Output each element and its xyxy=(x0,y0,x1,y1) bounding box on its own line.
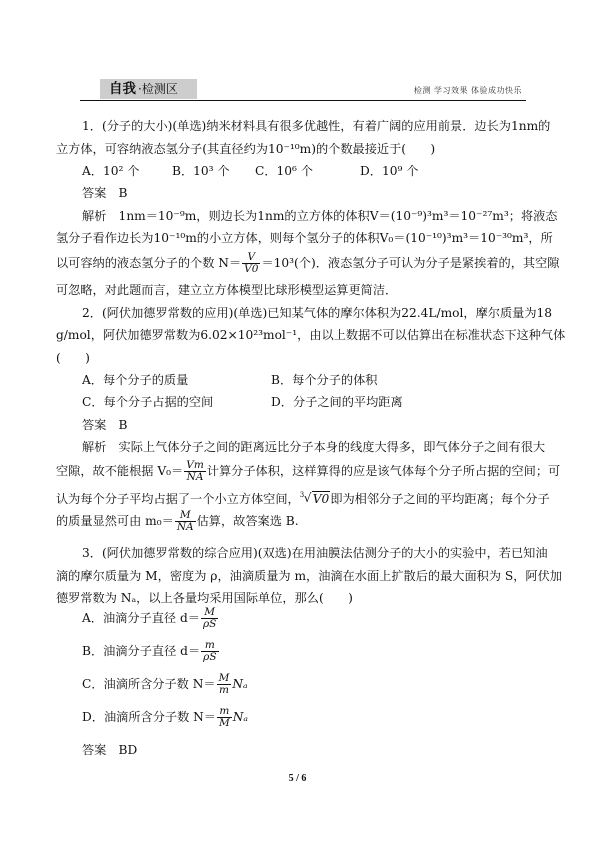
q3-option-c-fraction xyxy=(217,673,232,696)
q3-option-a-num: M xyxy=(201,607,218,619)
q1-exp3-text-b: ＝10³(个)．液态氢分子可认为分子是紧挨着的，其空隙 xyxy=(261,256,560,270)
q2-explanation-line2 xyxy=(56,460,560,483)
section-tab-sub: ·检测区 xyxy=(138,82,178,96)
q1-option-c: C．10⁶ 个 xyxy=(255,164,313,178)
q1-fraction-num: V xyxy=(242,252,260,264)
q1-explanation-line4: 可忽略，对此题而言，建立立方体模型比球形模型运算更简洁． xyxy=(56,283,398,297)
q2-explanation-line1: 解析 实际上气体分子之间的距离远比分子本身的线度大得多，即气体分子之间有很大 xyxy=(82,440,546,454)
q3-option-b-text: B．油滴分子直径 d＝ xyxy=(82,644,201,658)
q3-stem-line2: 滴的摩尔质量为 M，密度为 ρ，油滴质量为 m，油滴在水面上扩散后的最大面积为 S，阿伏加 xyxy=(56,569,562,583)
q2-fraction-m xyxy=(175,510,196,533)
q2-explanation-line4 xyxy=(56,510,299,533)
q3-option-b-den: ρS xyxy=(203,651,217,663)
q2-option-b: B．每个分子的体积 xyxy=(271,373,378,387)
q3-option-c-text: C．油滴所含分子数 N＝ xyxy=(82,677,216,691)
q3-stem-line1: 3．(阿伏加德罗常数的综合应用)(双选)在用油膜法估测分子的大小的实验中，若已知油 xyxy=(82,546,548,560)
q2-answer: 答案 B xyxy=(82,418,128,432)
q2-stem-line2: g/mol，阿伏加德罗常数为6.02×10²³mol⁻¹，由以上数据不可以估算出在标准状态下这种气体 xyxy=(56,328,566,342)
q3-option-a-fraction xyxy=(201,607,218,630)
q3-option-a xyxy=(82,607,219,630)
q2-root-radicand: V0 xyxy=(312,492,330,506)
q3-option-b xyxy=(82,640,220,663)
q3-stem-line3: 德罗常数为 Nₐ，以上各量均采用国际单位，那么( ) xyxy=(56,591,353,605)
cube-root-symbol: 3 √ V0 xyxy=(299,491,330,506)
q3-option-c xyxy=(82,673,248,696)
q2-fraction-m-num: M xyxy=(175,510,196,522)
q2-exp3-text-a: 认为每个分子平均占据了一个小立方体空间， xyxy=(56,492,300,506)
section-tab-main: 自我 xyxy=(109,81,136,97)
q3-answer: 答案 BD xyxy=(82,743,138,757)
q1-option-a: A．10² 个 xyxy=(82,164,140,178)
q3-option-d-num: m xyxy=(217,706,232,718)
header-divider xyxy=(80,100,526,101)
q1-explanation-line2: 氢分子看作边长为10⁻¹⁰m的小立方体，则每个氢分子的体积V₀＝(10⁻¹⁰)³m³＝10⁻³⁰m³，所 xyxy=(56,231,553,245)
q2-option-d: D．分子之间的平均距离 xyxy=(271,395,403,409)
q3-option-c-den: m xyxy=(218,684,229,696)
q2-fraction-vm-num: Vm xyxy=(186,459,204,471)
q3-option-b-num: m xyxy=(201,640,218,652)
section-tab xyxy=(100,79,197,99)
q2-exp3-text-b: 即为相邻分子之间的平均距离；每个分子 xyxy=(330,492,550,506)
q1-answer: 答案 B xyxy=(82,186,128,200)
q2-fraction-m-den: NA xyxy=(176,521,194,533)
q1-option-b: B．10³ 个 xyxy=(172,164,230,178)
q1-stem-line2: 立方体，可容纳液态氢分子(其直径约为10⁻¹⁰m)的个数最接近于( ) xyxy=(56,142,436,156)
q2-explanation-line3 xyxy=(56,491,550,507)
q2-stem-line3: ( ) xyxy=(56,351,90,365)
q1-explanation-line3 xyxy=(56,252,559,275)
q3-option-a-text: A．油滴分子直径 d＝ xyxy=(82,611,200,625)
q2-exp2-text-a: 空隙，故不能根据 V₀＝ xyxy=(56,464,184,478)
q2-exp2-text-b: 计算分子体积，这样算得的应是该气体每个分子所占据的空间；可 xyxy=(206,464,561,478)
section-header xyxy=(80,79,526,99)
page-number: 5 / 6 xyxy=(288,773,307,784)
q3-option-d-text: D．油滴所含分子数 N＝ xyxy=(82,710,216,724)
q1-exp3-text-a: 以可容纳的液态氢分子的个数 N＝ xyxy=(56,256,242,270)
q3-option-d-fraction xyxy=(217,706,232,729)
q3-option-d xyxy=(82,706,248,729)
q3-option-c-num: M xyxy=(218,672,230,684)
q1-explanation-line1: 解析 1nm＝10⁻⁹m，则边长为1nm的立方体的体积V＝(10⁻⁹)³m³＝10⁻²⁷m³；将液态 xyxy=(82,209,558,223)
q3-option-d-den: M xyxy=(219,717,230,729)
q1-stem-line1: 1．(分子的大小)(单选)纳米材料具有很多优越性，有着广阔的应用前景．边长为1nm的 xyxy=(82,119,551,133)
q2-exp4-text-b: 估算，故答案选 B. xyxy=(196,514,299,528)
q2-option-a: A．每个分子的质量 xyxy=(82,373,189,387)
q1-option-d: D．10⁹ 个 xyxy=(360,164,419,178)
q3-option-d-suffix: Nₐ xyxy=(232,710,249,724)
q3-option-b-fraction xyxy=(201,640,218,663)
q3-option-c-suffix: Nₐ xyxy=(232,677,248,691)
q2-stem-line1: 2．(阿伏加德罗常数的应用)(单选)已知某气体的摩尔体积为22.4L/mol，摩尔质量为18 xyxy=(82,306,553,320)
q3-option-a-den: ρS xyxy=(202,618,217,630)
q1-fraction-den: V0 xyxy=(244,263,259,275)
q1-fraction xyxy=(242,252,260,275)
q2-exp4-text-a: 的质量显然可由 m₀＝ xyxy=(56,514,174,528)
header-slogan: 检测 学习效果 体验成功快乐 xyxy=(413,86,522,95)
q2-fraction-vm xyxy=(184,460,206,483)
q2-fraction-vm-den: NA xyxy=(186,471,204,483)
q2-option-c: C．每个分子占据的空间 xyxy=(82,395,214,409)
